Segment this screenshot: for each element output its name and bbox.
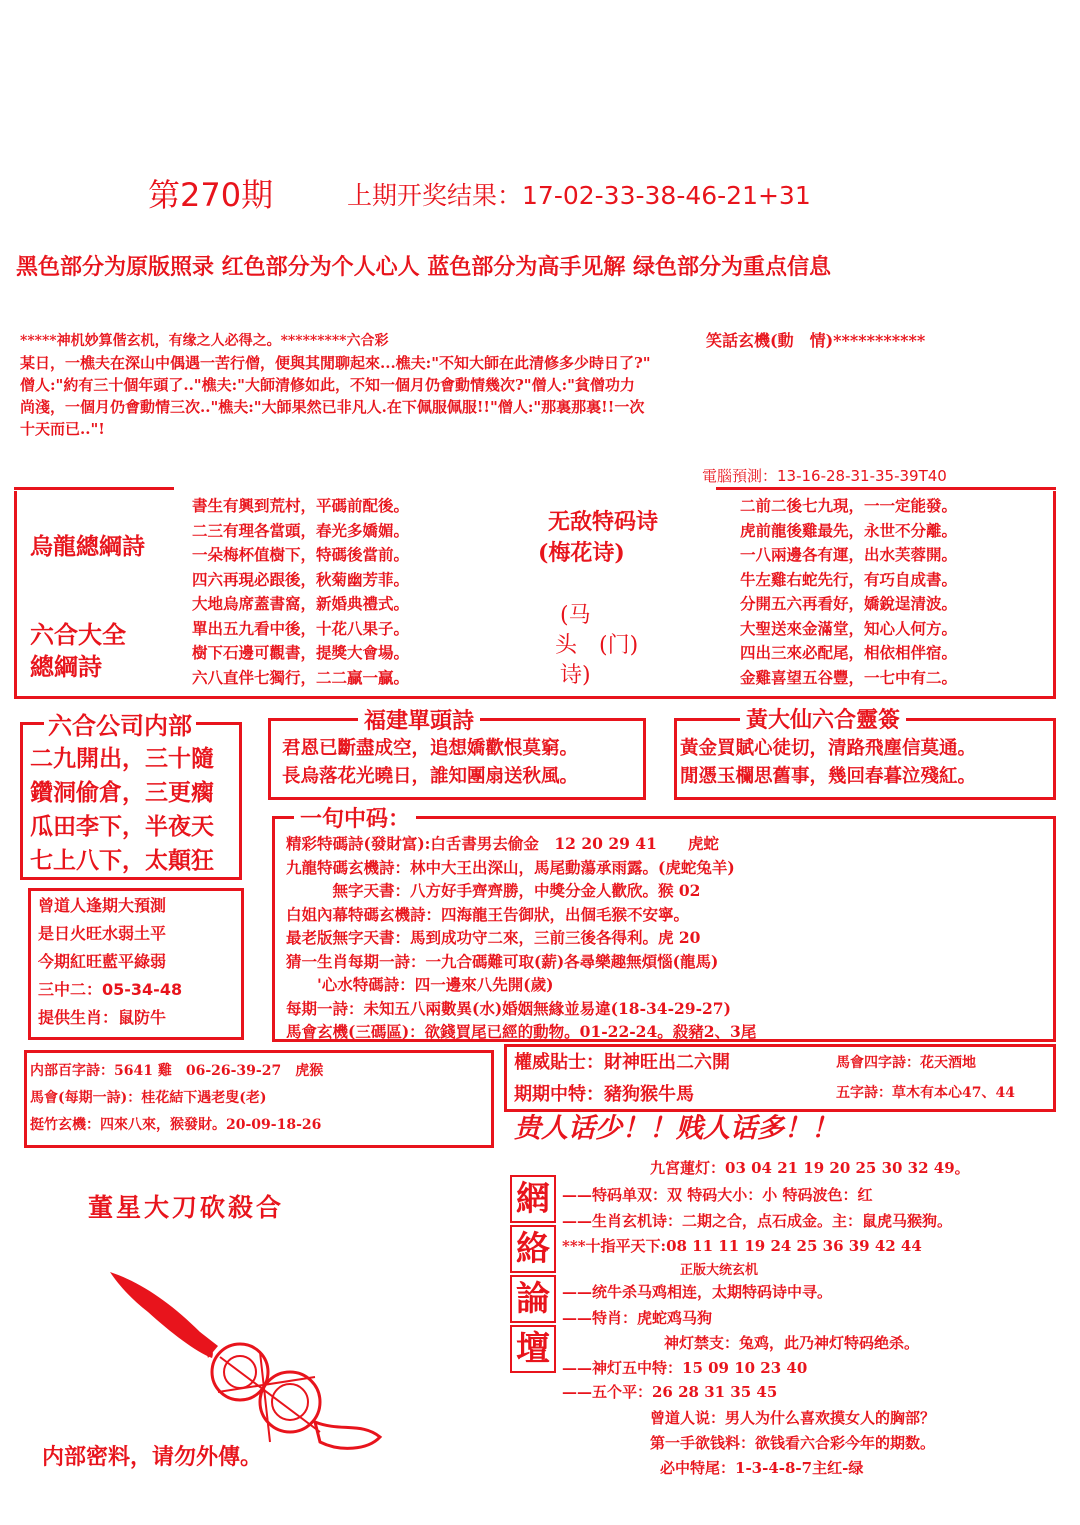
- dao-title: 董星大刀砍殺合: [88, 1193, 285, 1222]
- poem-line: 牛左雞右蛇先行，有巧自成書。: [740, 569, 958, 589]
- last-result: [347, 176, 811, 212]
- company-line: 鑽洞偷倉，三更瘸: [30, 779, 214, 806]
- yiju-line: 精彩特碼詩(發財富):白舌書男去偷金 12 20 29 41 虎蛇: [286, 834, 719, 853]
- last-result-numbers: 17-02-33-38-46-21+31: [522, 181, 811, 210]
- fujian-line: 長烏落花光曉日，誰知團扇送秋風。: [282, 766, 579, 787]
- forum-title-char: 絡: [510, 1225, 556, 1273]
- company-lines: [30, 742, 214, 878]
- forum-line: 必中特尾：1-3-4-8-7主红-绿: [660, 1459, 864, 1477]
- forum-title-char: 壇: [510, 1325, 556, 1373]
- authority-line2-right: 五字詩：草木有本心47、44: [836, 1085, 1015, 1101]
- left-poem: [192, 494, 409, 690]
- huang-line: 閒憑玉欄思舊事，幾回春暮泣殘紅。: [680, 766, 977, 787]
- authority-line1-right: 馬會四字詩：花天酒地: [836, 1055, 976, 1071]
- poem-line: 六八直伴七獨行，二二贏一贏。: [192, 667, 410, 687]
- fujian-title: 福建單頭詩: [358, 704, 480, 735]
- company-line: 二九開出，三十隨: [30, 745, 214, 772]
- forum-line: ——生肖玄机诗：二期之合，点石成金。主：鼠虎马猴狗。: [562, 1212, 953, 1230]
- forum-line: ——神灯五中特：15 09 10 23 40: [562, 1359, 808, 1377]
- huang-line: 黃金買賦心徒切，清路飛塵信莫通。: [680, 738, 977, 759]
- poem-line: 四出三來必配尾，相依相伴宿。: [740, 643, 958, 662]
- forum-line: 正版大统玄机: [680, 1263, 759, 1278]
- authority-line2-left: 期期中特：豬狗猴牛馬: [514, 1084, 694, 1105]
- company-line: 七上八下，太顛狂: [30, 847, 214, 874]
- yiju-line: 白姐內幕特碼玄機詩：四海龍王告御狀，出個毛猴不安寧。: [286, 904, 690, 924]
- forum-title-char: 網: [510, 1175, 556, 1223]
- forum-title: [510, 1175, 556, 1373]
- forum-line: 九宮蓮灯：03 04 21 19 20 25 30 32 49。: [650, 1159, 970, 1177]
- authority-line1-left: 權威貼士：財神旺出二六開: [514, 1052, 730, 1073]
- daoren-line: 今期紅旺藍平綠弱: [38, 952, 167, 971]
- forum-line: 神灯禁支：兔鸡，此乃神灯特码绝杀。: [664, 1334, 920, 1352]
- forum-line: ——五个平：26 28 31 35 45: [562, 1383, 778, 1401]
- daoren-lines: [38, 892, 182, 1032]
- joke-body: [20, 352, 1070, 440]
- color-legend: 黑色部分为原版照录 红色部分为个人心人 蓝色部分为高手见解 绿色部分为重点信息: [16, 255, 831, 280]
- company-title: 六合公司内部: [44, 706, 196, 741]
- right-poem: [740, 494, 957, 690]
- yiju-line: 最老版無字天書：馬到成功守二來，三前三後各得利。虎 20: [286, 928, 701, 947]
- knife-illustration: [100, 1262, 400, 1462]
- forum-line: ——统牛杀马鸡相连，太期特码诗中寻。: [562, 1283, 833, 1301]
- computer-prediction: 電腦預測：13-16-28-31-35-39T40: [702, 467, 947, 485]
- yiju-line: 猜一生肖每期一詩：一九合碼難可取(薪)各尋樂趣無煩惱(龍馬): [286, 951, 719, 971]
- poem-line: 大地烏席蓋書窩，新婚典禮式。: [192, 594, 410, 613]
- joke-line: 僧人:"約有三十個年頭了.."樵夫:"大師清修如此，不知一個月仍會動情幾次?"僧人:"貧僧功力: [20, 376, 635, 394]
- joke-title-right: 笑話玄機(動 情)***********: [706, 331, 926, 350]
- forum-title-char: 論: [510, 1275, 556, 1323]
- forum-line: ——特肖：虎蛇鸡马狗: [562, 1309, 713, 1327]
- mid-title-3: (马: [560, 603, 591, 628]
- poem-line: 二前二後七九現，一一定能發。: [740, 496, 958, 515]
- slogan: 贵人话少！！贱人话多！！: [514, 1113, 838, 1144]
- mid-title-5: 诗): [560, 663, 591, 688]
- poem-left-title-2: 六合大全: [30, 620, 126, 649]
- joke-line: 十天而已.."!: [20, 420, 105, 438]
- forum-line: 第一手欲钱料：欲钱看六合彩今年的期数。: [650, 1434, 936, 1452]
- joke-line: 尚淺，一個月仍會動情三次.."樵夫:"大師果然已非凡人.在下佩服佩服!!"僧人:"那裏那裏!!一次: [20, 398, 645, 416]
- yiju-line: 每期一詩：未知五八兩數異(水)婚姻無緣並易違(18-34-29-27): [286, 998, 731, 1018]
- daoren-line: 三中二：05-34-48: [38, 980, 183, 999]
- yiju-line: 無字天書：八方好手齊齊勝，中獎分金人歡欣。猴 02: [286, 881, 701, 900]
- poem-line: 四六再現必跟後，秋菊幽芳菲。: [192, 569, 410, 589]
- poem-line: 大聖送來金滿堂，知心人何方。: [740, 618, 958, 638]
- baizi-line: 馬會(每期一詩)：桂花結下遇老叟(老): [30, 1090, 267, 1106]
- poem-line: 單出五九看中後，十花八果子。: [192, 618, 410, 638]
- baizi-line: 内部百字詩：5641 雞 06-26-39-27 虎猴: [30, 1063, 324, 1079]
- poem-left-title-3: 總綱詩: [30, 652, 102, 681]
- fujian-lines: [282, 735, 578, 791]
- mid-title-1: 无敌特码诗: [548, 509, 659, 535]
- poem-line: 分開五六再看好，嬌銳逞清波。: [740, 594, 958, 613]
- huang-title: 黃大仙六合靈簽: [740, 703, 906, 734]
- poem-line: 書生有興到荒村，平碼前配後。: [192, 496, 410, 515]
- baizi-line: 挺竹玄機：四來八來，猴發財。20-09-18-26: [30, 1117, 322, 1133]
- poem-box-gap: [14, 487, 1056, 491]
- poem-line: 虎前龍後雞最先，永世不分離。: [740, 520, 958, 540]
- joke-line: 某日，一樵夫在深山中偶遇一苦行僧，便與其閒聊起來...樵夫:"不知大師在此清修多少時日了?": [20, 354, 651, 372]
- poem-line: 二三有理各當頭，春光多嬌媚。: [192, 520, 410, 540]
- last-result-label: 上期开奖结果：: [347, 181, 523, 210]
- daoren-line: 提供生肖：鼠防牛: [38, 1008, 167, 1027]
- baizi-lines: [30, 1058, 323, 1139]
- yiju-line: '心水特碼詩：四一邊來八先開(歲): [286, 975, 554, 994]
- poem-line: 一八兩邊各有運，出水芙蓉開。: [740, 545, 958, 564]
- daoren-title: 曾道人逢期大預測: [38, 896, 167, 915]
- poem-line: 金雞喜望五谷豐，一七中有二。: [740, 667, 958, 687]
- company-line: 瓜田李下，半夜天: [30, 813, 214, 840]
- forum-line: ***十指平天下:08 11 11 19 24 25 36 39 42 44: [562, 1237, 922, 1255]
- forum-line: 曾道人说：男人为什么喜欢摸女人的胸部？: [650, 1409, 936, 1427]
- poem-left-title: 烏龍總綱詩: [30, 533, 145, 560]
- issue-number: 第270期: [148, 176, 274, 214]
- mid-title-4: 头 (门): [555, 633, 639, 658]
- poem-line: 樹下石邊可觀書，提獎大會場。: [192, 643, 410, 662]
- forum-line: ——特码单双：双 特码大小：小 特码波色：红: [562, 1186, 873, 1204]
- huang-lines: [680, 735, 976, 791]
- yiju-lines: [286, 832, 756, 1044]
- yiju-line: 馬會玄機(三碼區)：欲錢買尾已經的動物。01-22-24。殺豬2、3尾: [286, 1022, 757, 1041]
- poem-line: 一朵梅杯值樹下，特碼後當前。: [192, 545, 410, 564]
- fujian-line: 君恩已斷盡成空，追想嬌歡恨莫窮。: [282, 738, 579, 759]
- joke-title-left: *****神机妙算偕玄机，有缘之人必得之。*********六合彩: [20, 333, 389, 349]
- daoren-line: 是日火旺水弱土平: [38, 924, 167, 943]
- yiju-line: 九龍特碼玄機詩：林中大王出深山，馬尾動蕩承雨露。(虎蛇兔羊): [286, 857, 735, 877]
- yiju-title: 一句中码：: [294, 802, 416, 833]
- footer-note: 内部密料，请勿外傳。: [42, 1444, 263, 1470]
- mid-title-2: (梅花诗): [538, 540, 625, 566]
